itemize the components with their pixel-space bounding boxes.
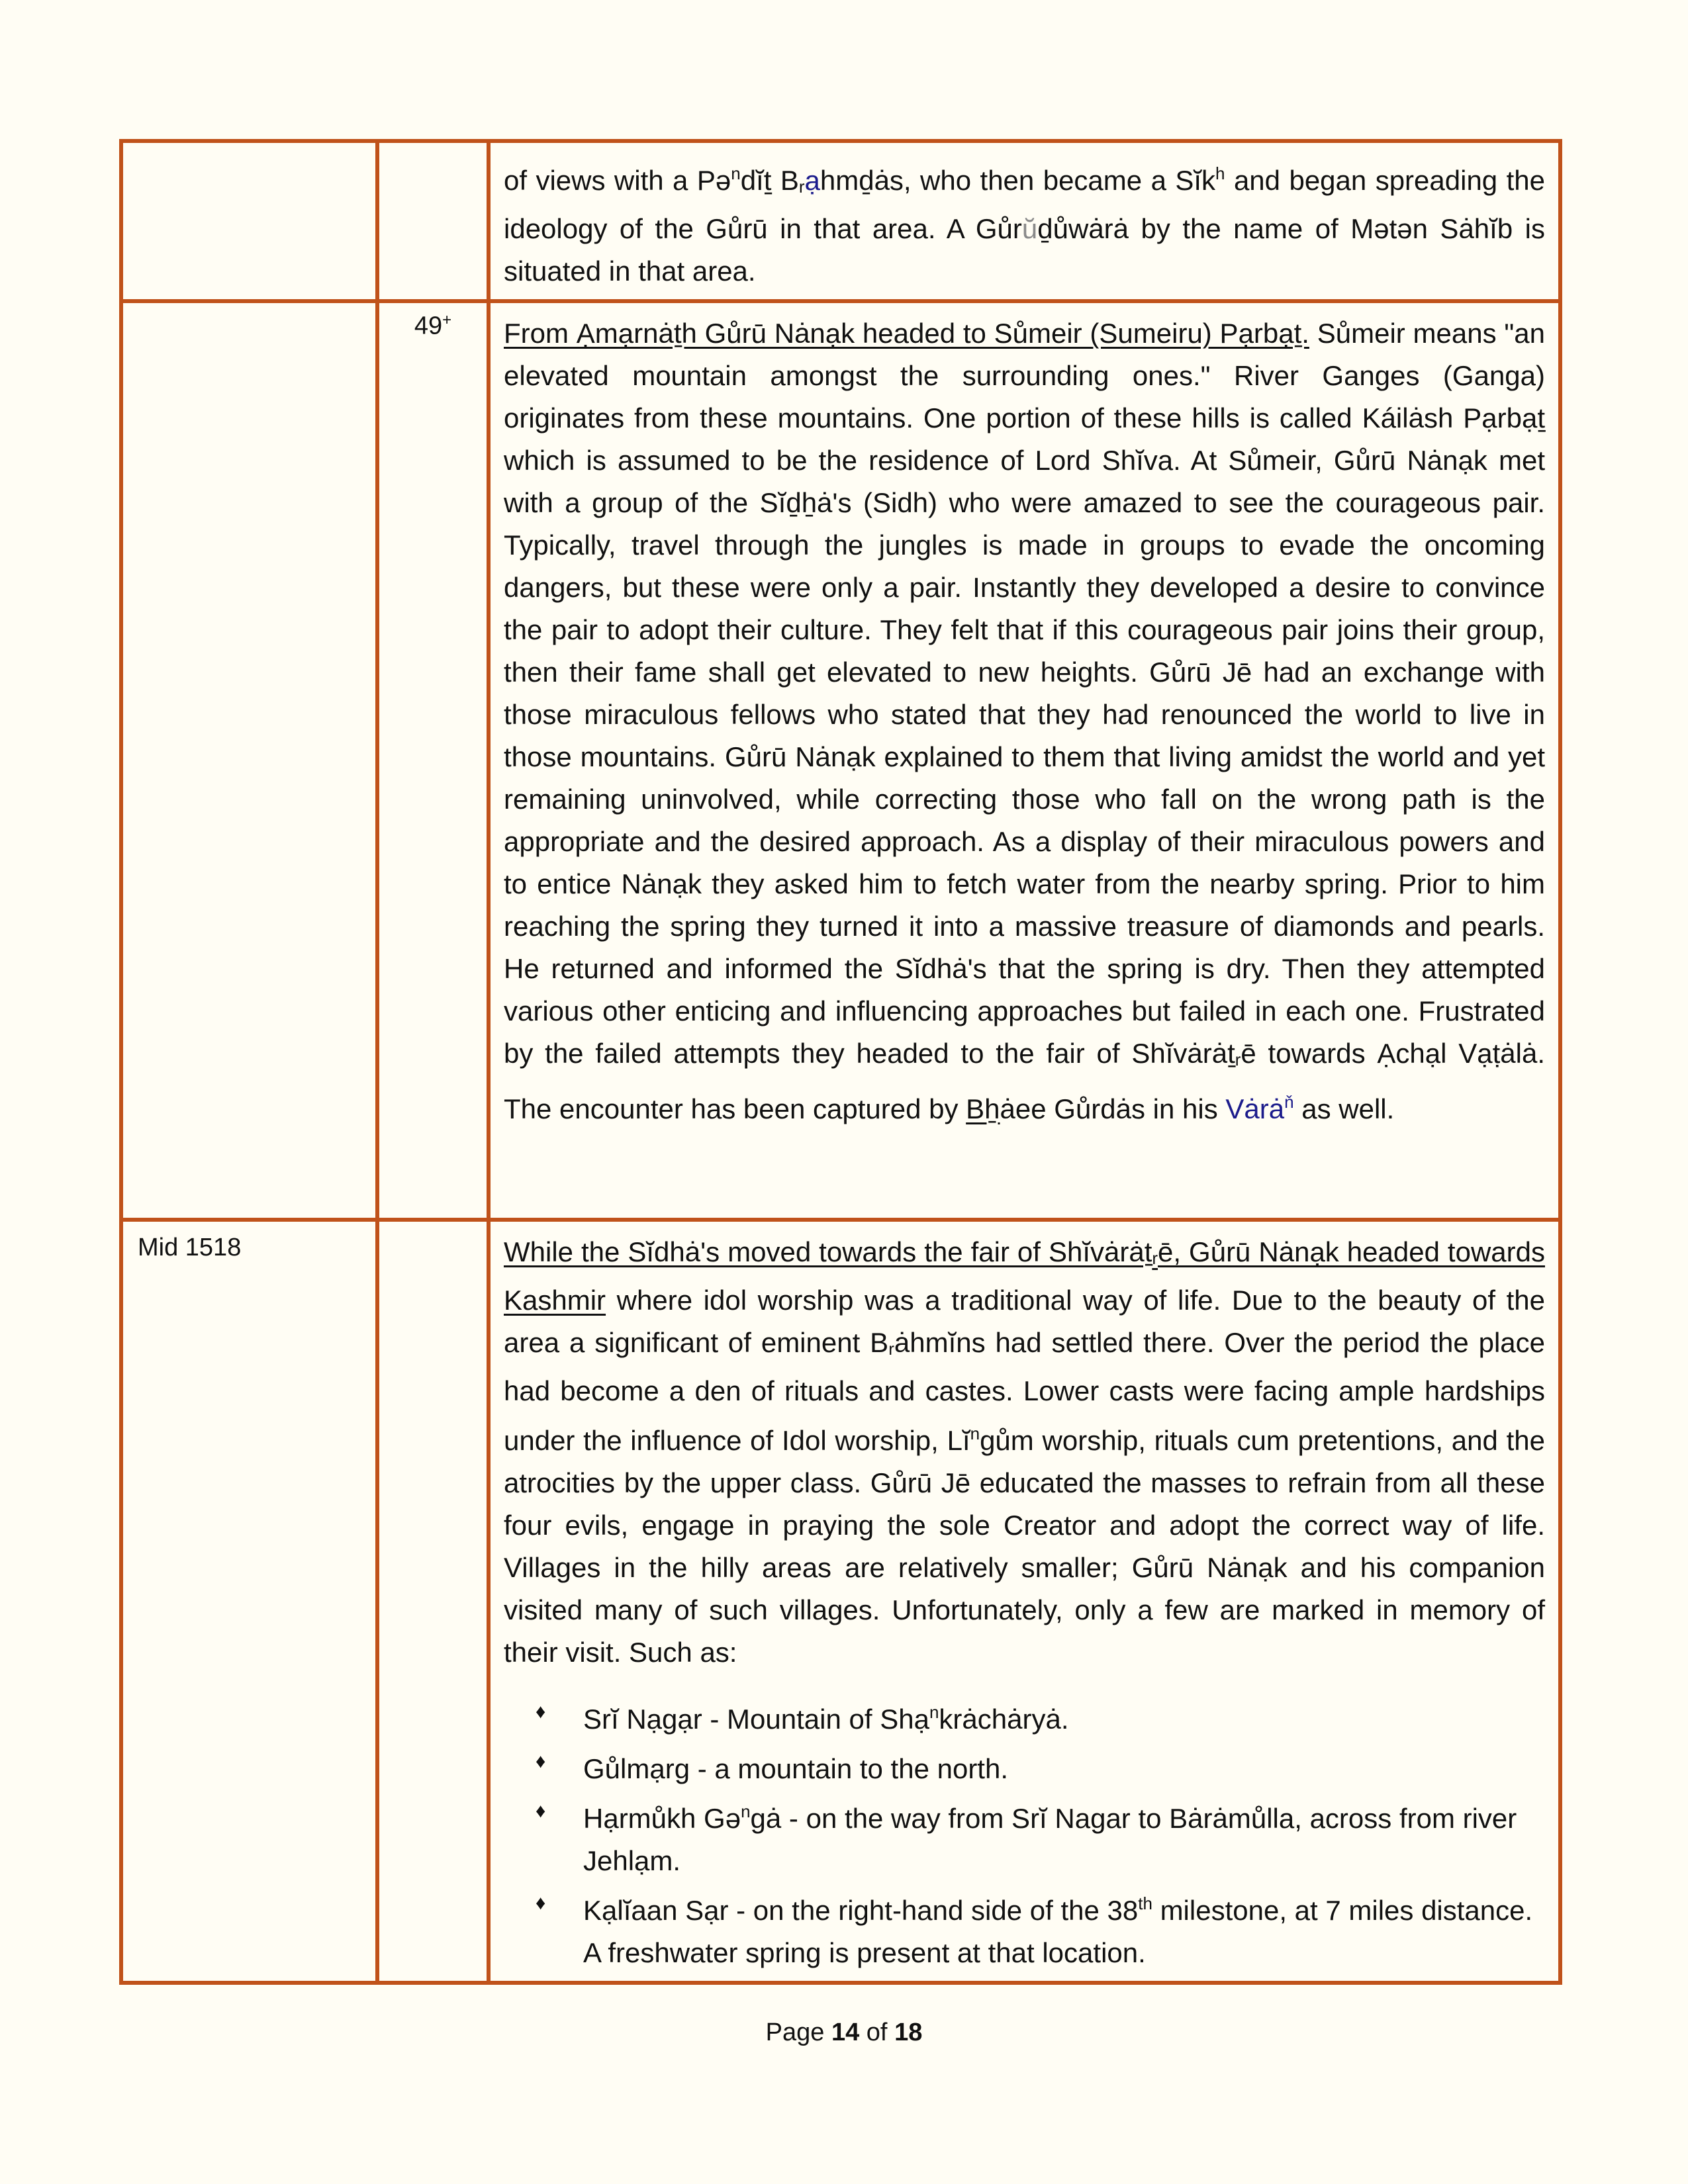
page-label: Page [765, 2019, 825, 2046]
number-cell [377, 1220, 489, 1983]
list-item: ♦ Gůlmạrg - a mountain to the north. [583, 1741, 1545, 1790]
diamond-bullet-icon: ♦ [536, 1701, 546, 1723]
narrative-cell [489, 141, 1560, 301]
number-cell: 49+ [377, 301, 489, 1220]
section-heading: From Ạmạrnȧṯh Gůrū Nȧnạk headed to Sůmeir (Sumeiru) Pạrbạṯ. [504, 318, 1309, 349]
number-cell [377, 141, 489, 301]
section-heading: While the Sĭdhȧ's moved towards the fair of Shĭvȧrȧṯ [504, 1236, 1152, 1267]
table-row [121, 141, 1560, 301]
date-label: Mid 1518 [138, 1234, 242, 1261]
diamond-bullet-icon: ♦ [536, 1800, 546, 1822]
date-cell [121, 1220, 377, 1983]
table-row [121, 301, 1560, 1220]
current-page-number: 14 [831, 2019, 860, 2046]
list-item: ♦ Hạrmůkh Gə$^n$gȧ - on the way from Srĭ Nagar to Bȧrȧmůlla, across from river Jehlạm. [583, 1790, 1545, 1882]
list-item: ♦ Kạlĭaan Sạr - on the right-hand side of the 38th milestone, at 7 miles distance. A freshwater spring is present at that location. [583, 1882, 1545, 1974]
diamond-bullet-icon: ♦ [536, 1751, 546, 1772]
entry-number: 49 [414, 312, 443, 340]
chronology-table [119, 139, 1562, 1985]
date-cell [121, 301, 377, 1220]
narrative-paragraph: While the Sĭdhȧ's moved towards the fair of Shĭvȧrȧṯrē, Gůrū Nȧnạk headed towards Kashmir where idol worship was a traditional way of life. Due to the beauty of the area a significant of eminent Brȧhmĭns had settled there. Over the period the place had become a den of rituals and castes. Lower casts were facing ample hardships under the influence of Idol worship, $Lĭ^ngům$ worship, rituals cum pretentions, and the atrocities by the upper class. Gůrū Jē educated the masses to refrain from all these four evils, engage in praying the sole Creator and adopt the correct way of life. Villages in the hilly areas are relatively smaller; Gůrū Nȧnạk and his companion visited many of such villages. Unfortunately, only a few are marked in memory of their visit. Such as: [504, 1236, 1545, 1668]
of-label: of [866, 2019, 888, 2046]
narrative-cell [489, 301, 1560, 1220]
list-item: ♦ Srĭ Nạgạr - Mountain of Shạ$^n$krȧchȧryȧ. [583, 1691, 1545, 1741]
page-footer [0, 2019, 1688, 2047]
narrative-paragraph: From Ạmạrnȧṯh Gůrū Nȧnạk headed to Sůmeir (Sumeiru) Pạrbạṯ. Sůmeir means "an elevated mountain amongst the surrounding ones." River Ganges (Ganga) originates from these mountains. One portion of these hills is called Káilȧsh Pạrbạṯ which is assumed to be the residence of Lord Shĭva. At Sůmeir, Gůrū Nȧnạk met with a group of the Sĭḏẖȧ's (Sidh) who were amazed to see the courageous pair. Typically, travel through the jungles is made in groups to evade the oncoming dangers, but these were only a pair. Instantly they developed a desire to convince the pair to adopt their culture. They felt that if this courageous pair joins their group, then their fame shall get elevated to new heights. Gůrū Jē had an exchange with those miraculous fellows who stated that they had renounced the world to live in those mountains. Gůrū Nȧnạk explained to them that living amidst the world and yet remaining uninvolved, while correcting those who fall on the wrong path is the appropriate and the desired approach. As a display of their miraculous powers and to entice Nȧnạk they asked him to fetch water from the nearby spring. Prior to him reaching the spring they turned it into a massive treasure of diamonds and pearls. He returned and informed the Sĭdhȧ's that the spring is dry. Then they attempted various other enticing and influencing approaches but failed in each one. Frustrated by the failed attempts they headed to the fair of Shĭvȧrȧṯrē towards Ạchạl Vạṭȧlȧ. The encounter has been captured by Bẖȧee Gůrdȧs in his Vȧrȧ$^ň$ as well. [504, 318, 1545, 1124]
total-pages-number: 18 [894, 2019, 923, 2046]
table-row [121, 1220, 1560, 1983]
places-list [504, 1691, 1545, 1974]
narrative-cell [489, 1220, 1560, 1983]
diamond-bullet-icon: ♦ [536, 1892, 546, 1914]
date-cell [121, 141, 377, 301]
narrative-paragraph: of views with a Pə$^n$dĭṯ Brạhmḏȧs, who then became a Sĭk$^h$ and began spreading the ideology of the Gůrū in that area. A Gůrŭḏůwȧrȧ by the name of Mətən Sȧhĭb is situated in that area. [504, 163, 1545, 287]
